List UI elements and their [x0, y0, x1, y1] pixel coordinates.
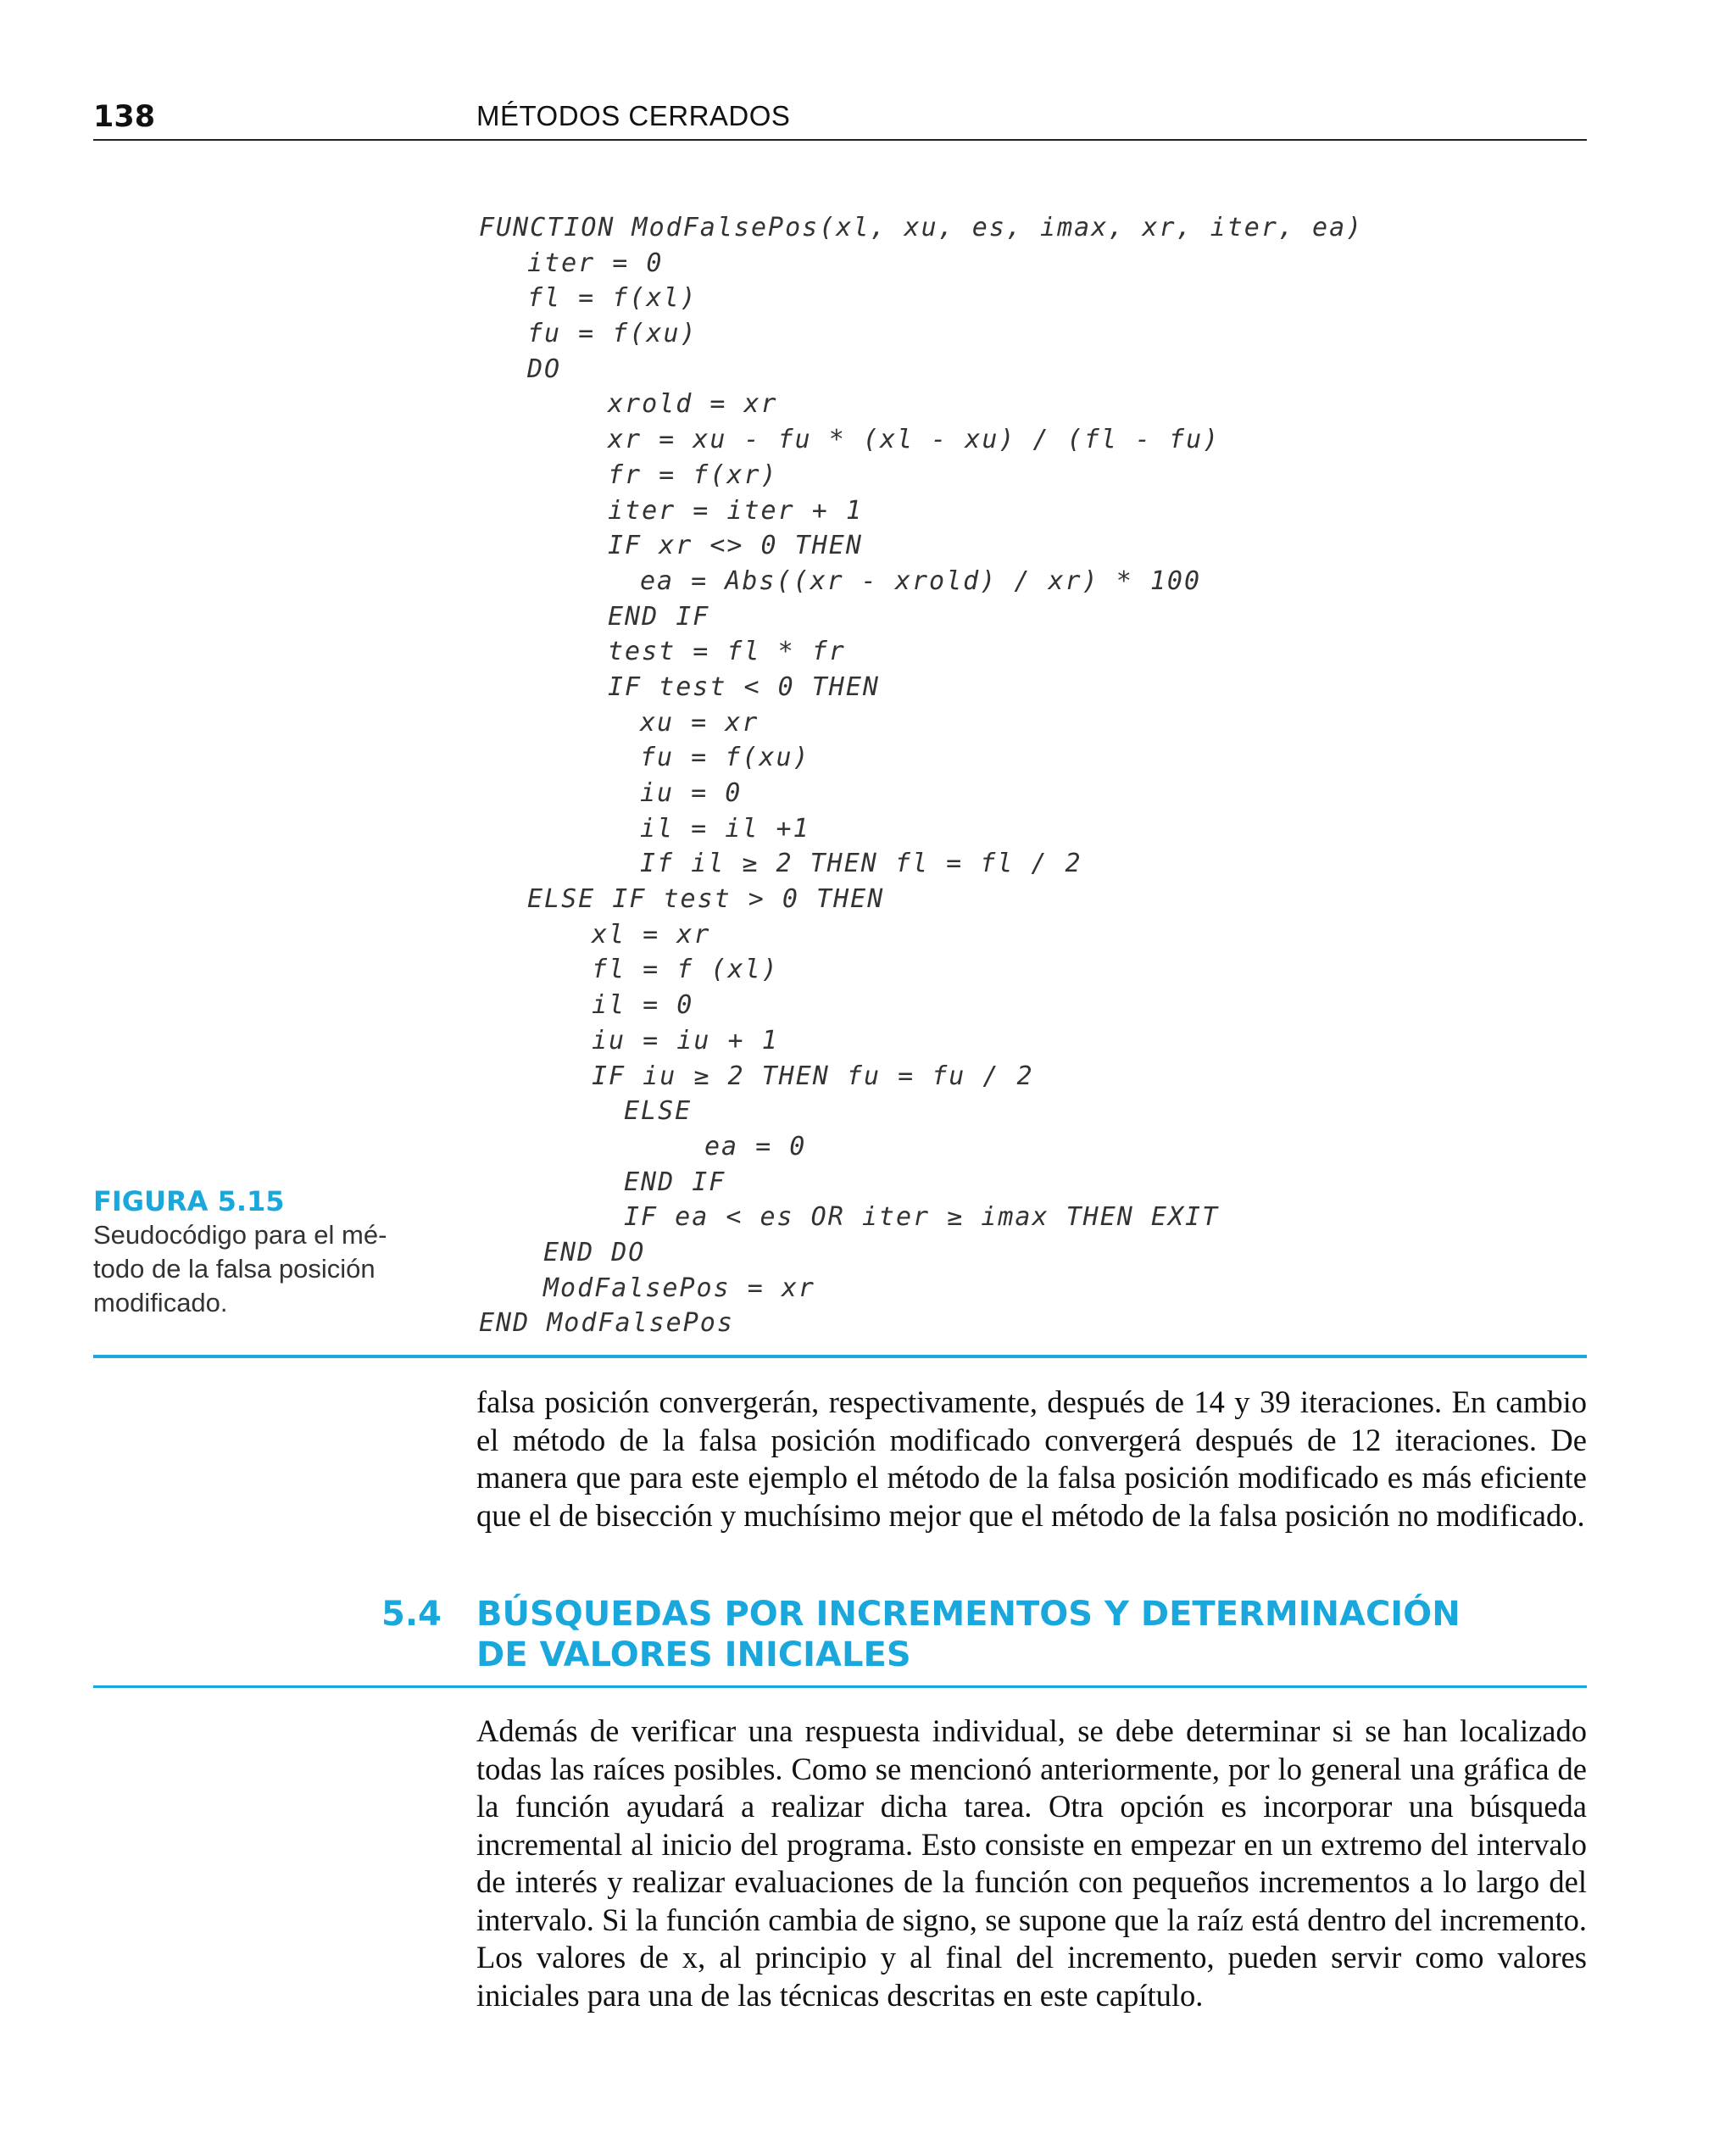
section-title-line: BÚSQUEDAS POR INCREMENTOS Y DETERMINACIÓN	[476, 1595, 1461, 1634]
code-line: ELSE	[624, 1096, 693, 1127]
figure-label: FIGURA 5.15	[93, 1185, 285, 1217]
caption-line: modificado.	[93, 1288, 228, 1317]
body-paragraph: falsa posición convergerán, respectivamente, después de 14 y 39 iteraciones. En cambio el método de la falsa posición modificado convergerá después de 12 iteraciones. De manera que para este ejemplo el método de la falsa posición modificado es más eficiente que el de bisección y muchísimo mejor que el método de la falsa posición no modificado.	[476, 1384, 1587, 1533]
code-line: IF xr <> 0 THEN	[608, 531, 863, 561]
code-line: IF iu ≥ 2 THEN fu = fu / 2	[592, 1061, 1034, 1091]
caption-line: Seudocódigo para el mé-	[93, 1220, 387, 1250]
code-line: fl = f (xl)	[592, 955, 779, 985]
code-line: IF test < 0 THEN	[608, 671, 880, 702]
code-line: IF ea < es OR iter ≥ imax THEN EXIT	[624, 1202, 1220, 1233]
code-line: xl = xr	[592, 919, 711, 950]
code-line: END IF	[624, 1167, 726, 1197]
pseudocode-block	[479, 210, 1363, 1341]
code-line: xrold = xr	[608, 389, 778, 420]
code-line: ELSE IF test > 0 THEN	[527, 884, 885, 915]
caption-line: todo de la falsa posición	[93, 1254, 376, 1284]
code-line: iu = iu + 1	[592, 1025, 779, 1056]
figure-caption	[93, 1184, 415, 1320]
code-line: If il ≥ 2 THEN fl = fl / 2	[640, 849, 1082, 879]
body-paragraph: Además de verificar una respuesta individual, se debe determinar si se han localizado todas las raíces posibles. Como se mencionó anteriormente, por lo general una gráfica de la función ayudará a realizar dicha tarea. Otra opción es incorporar una búsqueda incremental al inicio del programa. Esto consiste en empezar en un extremo del intervalo de interés y realizar evaluaciones de la función con pequeños incrementos a lo largo del intervalo. Si la función cambia de signo, se supone que la raíz está dentro del incremento. Los valores de x, al principio y al final del incremento, pueden servir como valores iniciales para una de las técnicas descritas en este capítulo.	[476, 1713, 1587, 2013]
code-line: END IF	[608, 601, 710, 632]
section-title	[476, 1594, 1578, 1675]
code-line: il = il +1	[640, 813, 810, 844]
code-line: ea = Abs((xr - xrold) / xr) * 100	[640, 565, 1202, 596]
code-line: test = fl * fr	[608, 637, 846, 667]
code-line: ModFalsePos = xr	[543, 1273, 815, 1303]
code-line: END ModFalsePos	[479, 1308, 734, 1339]
code-line: DO	[527, 354, 562, 384]
code-line: FUNCTION ModFalsePos(xl, xu, es, imax, xr, iter, ea)	[479, 213, 1364, 242]
code-line: iter = iter + 1	[608, 495, 863, 526]
code-line: il = 0	[592, 990, 694, 1021]
section-heading	[93, 1594, 1587, 1688]
section-title-line: DE VALORES INICIALES	[476, 1635, 911, 1674]
code-line: iu = 0	[640, 778, 743, 808]
code-line: xr = xu - fu * (xl - xu) / (fl - fu)	[608, 425, 1221, 455]
code-line: fu = f(xu)	[527, 319, 698, 349]
code-line: fu = f(xu)	[640, 743, 810, 773]
code-line: iter = 0	[527, 248, 664, 278]
figure-divider	[93, 1355, 1587, 1358]
code-line: fr = f(xr)	[608, 460, 778, 490]
code-line: xu = xr	[640, 707, 760, 738]
code-line: ea = 0	[704, 1131, 807, 1161]
page-number: 138	[93, 100, 156, 134]
running-head: MÉTODOS CERRADOS	[476, 100, 791, 131]
code-line: fl = f(xl)	[527, 283, 698, 314]
code-line: END DO	[543, 1237, 646, 1267]
page-header	[93, 95, 1587, 141]
section-number: 5.4	[381, 1595, 442, 1634]
